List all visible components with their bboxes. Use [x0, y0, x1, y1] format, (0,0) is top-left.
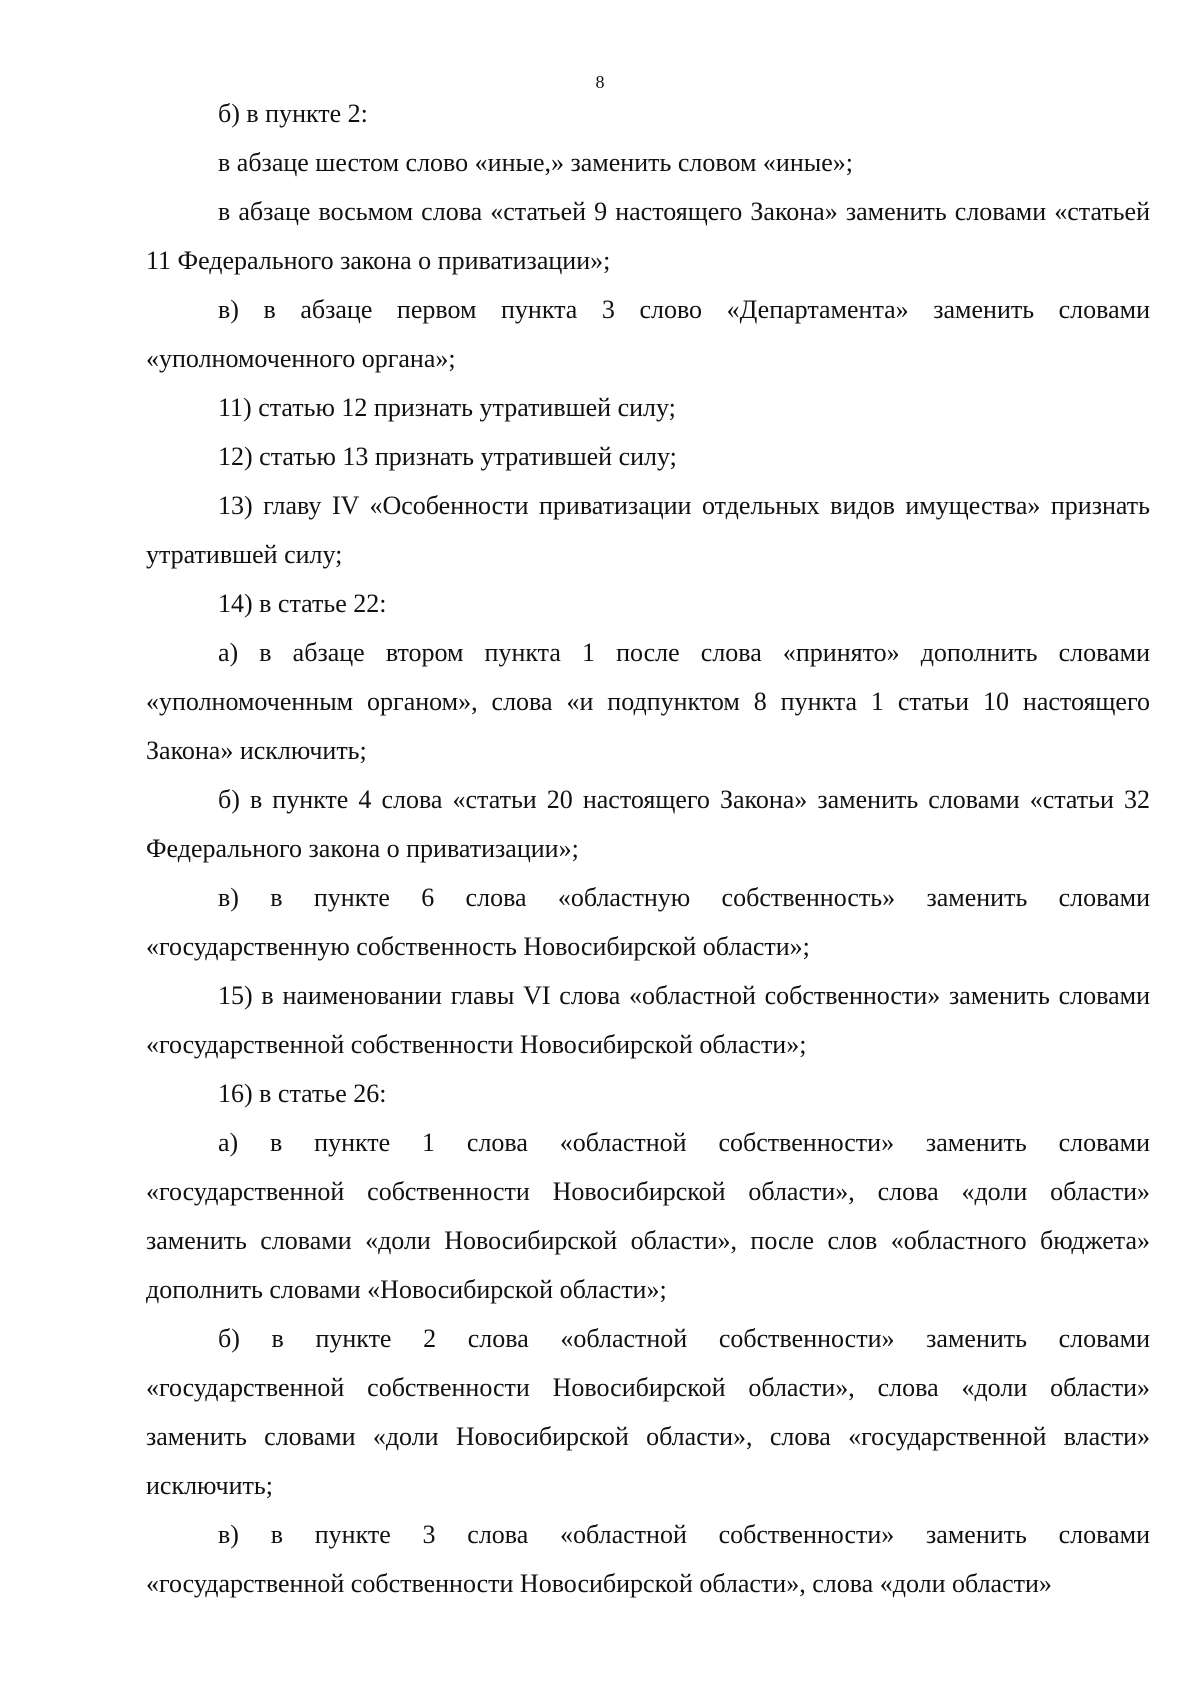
paragraph: 11) статью 12 признать утратившей силу; — [218, 393, 676, 422]
paragraph: в абзаце шестом слово «иные,» заменить словом «иные»; — [218, 148, 853, 177]
paragraph: б) в пункте 4 слова «статьи 20 настоящего Закона» заменить словами «статьи 32 Федерального закона о приватизации»; — [146, 785, 1150, 863]
paragraph: 15) в наименовании главы VI слова «областной собственности» заменить словами «государственной собственности Новосибирской области»; — [146, 981, 1150, 1059]
paragraph: 12) статью 13 признать утратившей силу; — [218, 442, 677, 471]
paragraph: в) в пункте 3 слова «областной собственности» заменить словами «государственной собственности Новосибирской области», слова «доли области» — [146, 1520, 1150, 1598]
paragraph: б) в пункте 2: — [218, 99, 368, 128]
paragraph: 16) в статье 26: — [218, 1079, 387, 1108]
paragraph: 14) в статье 22: — [218, 589, 387, 618]
paragraph: в абзаце восьмом слова «статьей 9 настоящего Закона» заменить словами «статьей 11 Федерального закона о приватизации»; — [146, 197, 1150, 275]
paragraph: в) в пункте 6 слова «областную собственность» заменить словами «государственную собственность Новосибирской области»; — [146, 883, 1150, 961]
paragraph: а) в пункте 1 слова «областной собственности» заменить словами «государственной собственности Новосибирской области», слова «доли области» заменить словами «доли Новосибирской области», после слов «областного бюджета» дополнить словами «Новосибирской области»; — [146, 1128, 1150, 1304]
document-body — [146, 89, 1150, 1608]
paragraph: в) в абзаце первом пункта 3 слово «Департамента» заменить словами «уполномоченного органа»; — [146, 295, 1150, 373]
paragraph: а) в абзаце втором пункта 1 после слова «принято» дополнить словами «уполномоченным органом», слова «и подпунктом 8 пункта 1 статьи 10 настоящего Закона» исключить; — [146, 638, 1150, 765]
page-number: 8 — [595, 72, 605, 92]
paragraph: 13) главу IV «Особенности приватизации отдельных видов имущества» признать утратившей силу; — [146, 491, 1150, 569]
paragraph: б) в пункте 2 слова «областной собственности» заменить словами «государственной собственности Новосибирской области», слова «доли области» заменить словами «доли Новосибирской области», слова «государственной власти» исключить; — [146, 1324, 1150, 1500]
